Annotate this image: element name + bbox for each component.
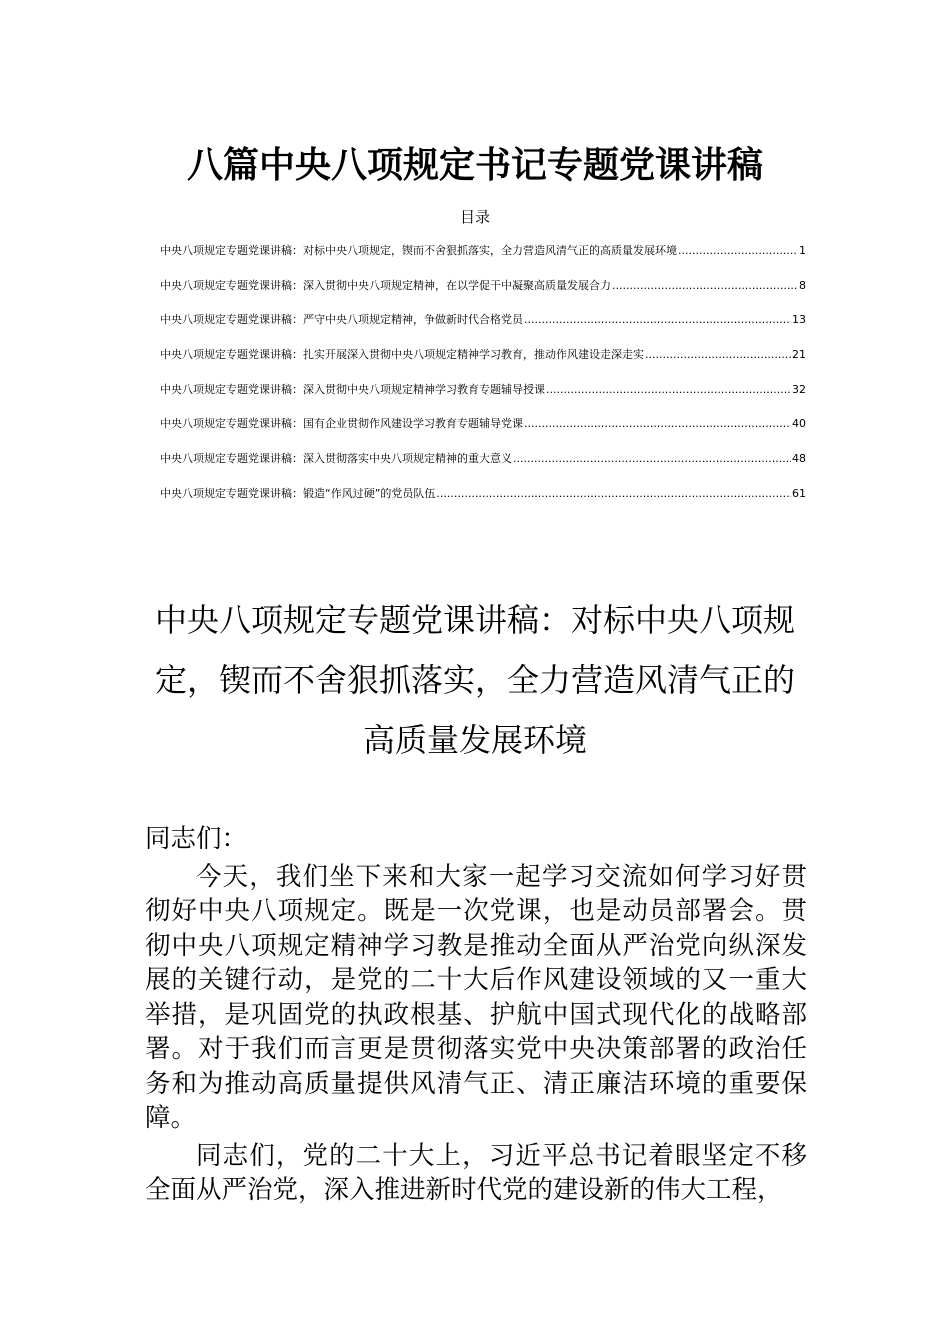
toc-dot-leader [678,241,798,261]
toc-dot-leader [546,380,791,400]
toc-entry-text: 中央八项规定专题党课讲稿：锻造“作风过硬”的党员队伍 [160,486,436,500]
toc-entry-text: 中央八项规定专题党课讲稿：深入贯彻落实中央八项规定精神的重大意义 [160,452,512,466]
toc-entry-text: 中央八项规定专题党课讲稿：深入贯彻中央八项规定精神学习教育专题辅导授课 [160,382,545,396]
toc-page-number: 32 [792,382,806,396]
toc-dot-leader [436,484,791,504]
toc-page-number: 13 [792,313,806,327]
toc-page-number: 8 [799,278,806,292]
toc-entry[interactable] [160,380,806,415]
toc-entry-text: 中央八项规定专题党课讲稿：对标中央八项规定，锲而不舍狠抓落实，全力营造风清气正的高质量发展环境 [160,244,677,257]
paragraph: 今天，我们坐下来和大家一起学习交流如何学习好贯彻好中央八项规定。既是一次党课，也是动员部署会。贯彻中央八项规定精神学习教是推动全面从严治党向纵深发展的关键行动，是党的二十大后作风建设领域的又一重大举措，是巩固党的执政根基、护航中国式现代化的战略部署。对于我们而言更是贯彻落实党中央决策部署的政治任务和为推动高质量提供风清气正、清正廉洁环境的重要保障。 [145,861,807,1133]
toc-entry[interactable] [160,310,806,345]
toc-dot-leader [645,345,791,365]
toc-entry-text: 中央八项规定专题党课讲稿：深入贯彻中央八项规定精神，在以学促干中凝聚高质量发展合力 [160,278,611,292]
toc-dot-leader [513,449,791,469]
paragraph: 同志们，党的二十大上，习近平总书记着眼坚定不移全面从严治党，深入推进新时代党的建设新的伟大工程， [145,1140,807,1205]
toc-page-number: 1 [799,244,806,257]
table-of-contents [160,241,806,519]
toc-entry[interactable] [160,345,806,380]
document-title: 八篇中央八项规定书记专题党课讲稿 [186,145,763,186]
toc-page-number: 21 [792,348,806,362]
toc-dot-leader [612,276,798,296]
toc-entry-text: 中央八项规定专题党课讲稿：扎实开展深入贯彻中央八项规定精神学习教育，推动作风建设走深走实 [160,348,644,362]
toc-dot-leader [524,414,791,434]
salutation: 同志们： [145,824,248,854]
section-title: 中央八项规定专题党课讲稿：对标中央八项规定，锲而不舍狠抓落实，全力营造风清气正的高质量发展环境 [154,601,795,759]
toc-entry[interactable] [160,449,806,484]
toc-heading: 目录 [459,208,490,226]
toc-dot-leader [524,310,791,330]
toc-page-number: 61 [792,486,806,500]
toc-entry-text: 中央八项规定专题党课讲稿：严守中央八项规定精神，争做新时代合格党员 [160,313,523,327]
body-text [145,822,807,1211]
toc-entry[interactable] [160,484,806,519]
toc-entry[interactable] [160,276,806,311]
toc-page-number: 48 [792,452,806,466]
toc-entry[interactable] [160,241,806,276]
toc-entry-text: 中央八项规定专题党课讲稿：国有企业贯彻作风建设学习教育专题辅导党课 [160,417,523,431]
toc-page-number: 40 [792,417,806,431]
toc-entry[interactable] [160,414,806,449]
